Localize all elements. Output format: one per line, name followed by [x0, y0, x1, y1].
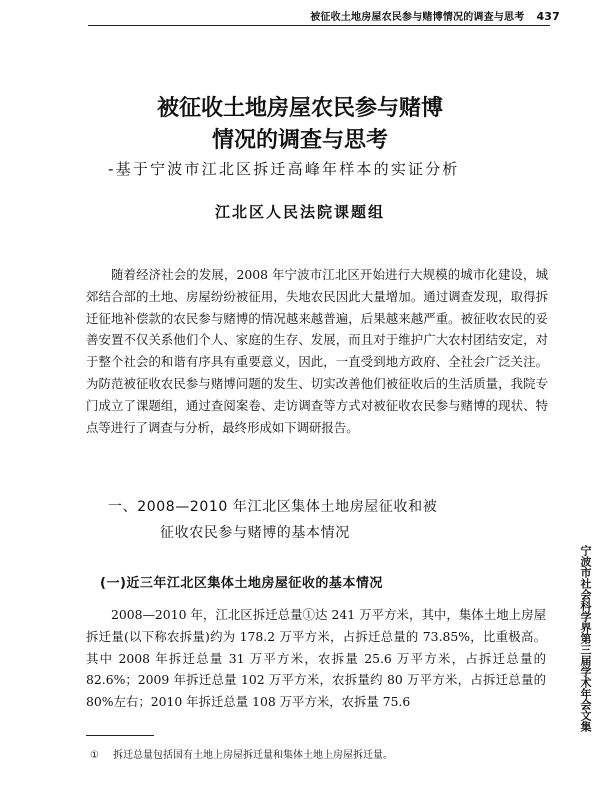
- author-line: 江北区人民法院课题组: [214, 203, 385, 221]
- running-header: [310, 8, 560, 23]
- title-block: [0, 92, 600, 156]
- intro-paragraph: 随着经济社会的发展，2008 年宁波市江北区开始进行大规模的城市化建设，城郊结合部的土地、房屋纷纷被征用，失地农民因此大量增加。通过调查发现，取得拆迁征地补偿款的农民参与赌博的情况越来越普遍，后果越来越严重。被征收农民的妥善安置不仅关系他们个人、家庭的生存、发展，而且对于维护广大农村团结安定，对于整个社会的和谐有序具有重要意义，因此，一直受到地方政府、全社会广泛关注。为防范被征收农民参与赌博问题的发生、切实改善他们被征收后的生活质量，我院专门成立了课题组，通过查阅案卷、走访调查等方式对被征收农民参与赌博的现状、特点等进行了调查与分析，最终形成如下调研报告。: [86, 267, 548, 435]
- footnote-marker: ①: [90, 750, 99, 761]
- footnote-rule: [86, 735, 154, 736]
- section-heading-line-1: 一、2008—2010 年江北区集体土地房屋征收和被: [108, 499, 438, 515]
- section-heading: [108, 494, 528, 546]
- sub-heading: (一)近三年江北区集体土地房屋征收的基本情况: [100, 576, 383, 591]
- running-title: 被征收土地房屋农民参与赌博情况的调查与思考: [310, 12, 525, 23]
- footnote: [90, 746, 393, 761]
- article-title-line-2: 情况的调查与思考: [211, 127, 388, 153]
- body-paragraph-2: 2008—2010 年，江北区拆迁总量①达 241 万平方米，其中，集体土地上房屋拆迁量(以下称农拆量)约为 178.2 万平方米，占拆迁总量的 73.85%，比重极高。其中 2008 年拆迁总量 31 万平方米，农拆量 25.6 万平方米，占拆迁总量的 82.6%；2009 年拆迁总量 102 万平方米，农拆量约 80 万平方米，占拆迁总量的 80%左右；2010 年拆迁总量 108 万平方米，农拆量 75.6: [86, 607, 546, 710]
- side-collection-label: 宁波市社会科学界第三届学术年会文集: [579, 545, 592, 732]
- footnote-text: 拆迁总量包括国有土地上房屋拆迁量和集体土地上房屋拆迁量。: [112, 750, 393, 761]
- article-subtitle: -基于宁波市江北区拆迁高峰年样本的实证分析: [108, 160, 460, 178]
- page-number: 437: [536, 10, 560, 23]
- header-rule: [88, 25, 550, 26]
- article-title-line-1: 被征收土地房屋农民参与赌博: [156, 95, 443, 121]
- section-heading-line-2: 征收农民参与赌博的基本情况: [160, 525, 350, 541]
